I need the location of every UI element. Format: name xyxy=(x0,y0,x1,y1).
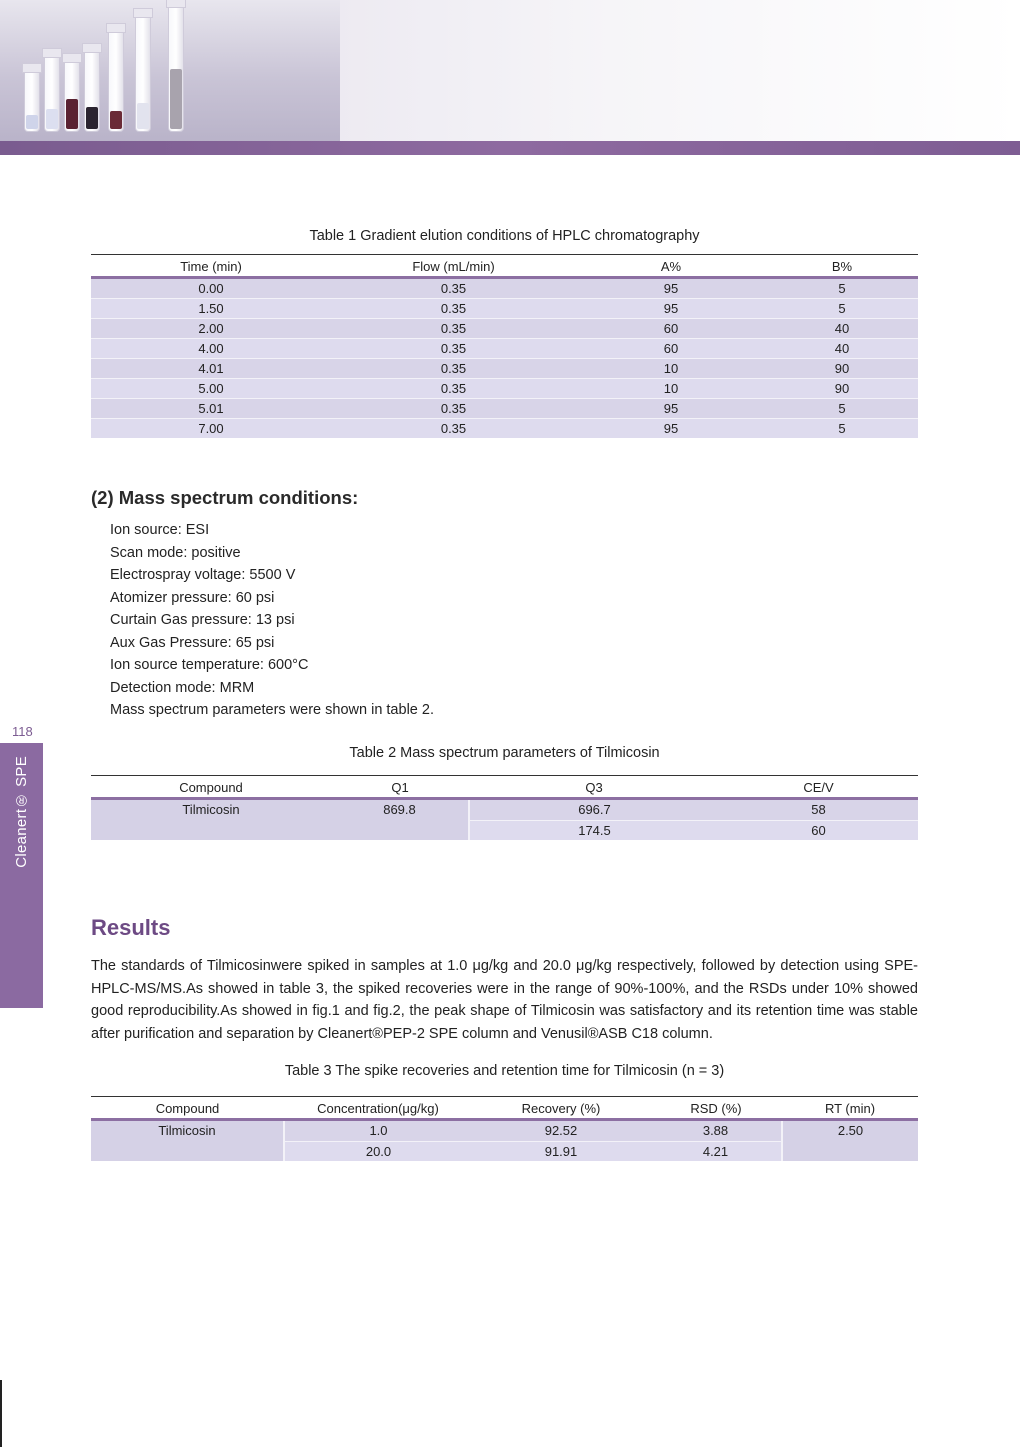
table1-a: 95 xyxy=(576,299,766,319)
table3-caption: Table 3 The spike recoveries and retention time for Tilmicosin (n = 3) xyxy=(284,1063,725,1079)
table1-header-time: Time (min) xyxy=(91,255,331,278)
ms-conditions-heading: (2) Mass spectrum conditions: xyxy=(91,487,359,508)
table1-b: 40 xyxy=(766,339,918,359)
table-row xyxy=(91,799,918,821)
table2-ce: 60 xyxy=(719,820,918,840)
table1-a: 95 xyxy=(576,278,766,299)
ms-line: Electrospray voltage: 5500 V xyxy=(110,567,296,583)
page-number: 118 xyxy=(12,724,33,739)
table1-time: 5.01 xyxy=(91,399,331,419)
table3-compound: Tilmicosin xyxy=(91,1120,284,1162)
table-row xyxy=(91,359,918,379)
table1-time: 4.01 xyxy=(91,359,331,379)
gradient-table xyxy=(91,254,918,438)
table2-caption: Table 2 Mass spectrum parameters of Tilmicosin xyxy=(349,745,660,761)
table2-ce: 58 xyxy=(719,799,918,821)
table1-time: 4.00 xyxy=(91,339,331,359)
table1-a: 60 xyxy=(576,339,766,359)
table1-b: 5 xyxy=(766,399,918,419)
left-edge-rule xyxy=(0,1380,2,1447)
table1-header-flow: Flow (mL/min) xyxy=(331,255,576,278)
table-row xyxy=(91,339,918,359)
ms-conditions-list xyxy=(110,519,434,722)
table1-time: 7.00 xyxy=(91,419,331,439)
table1-b: 5 xyxy=(766,278,918,299)
table-row xyxy=(91,278,918,299)
ms-line: Curtain Gas pressure: 13 psi xyxy=(110,612,295,628)
table2-header-q3: Q3 xyxy=(469,776,719,799)
table3-rsd: 4.21 xyxy=(650,1141,782,1161)
table1-flow: 0.35 xyxy=(331,319,576,339)
table1-b: 90 xyxy=(766,379,918,399)
ms-line: Aux Gas Pressure: 65 psi xyxy=(110,634,275,651)
table3-recovery: 91.91 xyxy=(472,1141,650,1161)
ms-line: Detection mode: MRM xyxy=(110,679,255,696)
table-row xyxy=(91,1120,918,1142)
table2-compound: Tilmicosin xyxy=(91,799,331,841)
table3-rsd: 3.88 xyxy=(650,1120,782,1142)
table3-concentration: 20.0 xyxy=(284,1141,472,1161)
table2-header-q1: Q1 xyxy=(331,776,469,799)
table1-flow: 0.35 xyxy=(331,399,576,419)
results-paragraph: The standards of Tilmicosinwere spiked in samples at 1.0 μg/kg and 20.0 μg/kg respectively, followed by detection using SPE-HPLC-MS/MS.As showed in table 3, the spiked recoveries were in the range of 90%-100%, and the RSDs under 10% showed good reproducibility.As showed in fig.1 and fig.2, the peak shape of Tilmicosin was satisfactory and its retention time was stable after purification and separation by Cleanert®PEP-2 SPE column and Venusil®ASB C18 column. xyxy=(91,958,918,1042)
table3-concentration: 1.0 xyxy=(284,1120,472,1142)
table3-rt: 2.50 xyxy=(782,1120,918,1162)
table1-time: 5.00 xyxy=(91,379,331,399)
ms-line: Scan mode: positive xyxy=(110,544,241,561)
table1-header-b: B% xyxy=(766,255,918,278)
ms-parameters-table xyxy=(91,775,918,840)
table1-time: 2.00 xyxy=(91,319,331,339)
table2-q1: 869.8 xyxy=(331,799,469,841)
ms-line: Ion source temperature: 600°C xyxy=(110,657,309,673)
table1-flow: 0.35 xyxy=(331,419,576,439)
table1-flow: 0.35 xyxy=(331,339,576,359)
header-lab-photo xyxy=(0,0,340,142)
table3-header-compound: Compound xyxy=(91,1097,284,1120)
table1-flow: 0.35 xyxy=(331,379,576,399)
table1-b: 5 xyxy=(766,419,918,439)
table2-q3: 696.7 xyxy=(469,799,719,821)
table-row xyxy=(91,299,918,319)
table1-caption: Table 1 Gradient elution conditions of HPLC chromatography xyxy=(309,228,700,244)
table2-q3: 174.5 xyxy=(469,820,719,840)
table-row xyxy=(91,419,918,439)
table-row xyxy=(91,399,918,419)
ms-line: Mass spectrum parameters were shown in table 2. xyxy=(110,702,434,718)
table1-header-a: A% xyxy=(576,255,766,278)
table2-header-ce: CE/V xyxy=(719,776,918,799)
table1-a: 95 xyxy=(576,419,766,439)
table1-time: 1.50 xyxy=(91,299,331,319)
table1-flow: 0.35 xyxy=(331,278,576,299)
table-row xyxy=(91,319,918,339)
table1-a: 60 xyxy=(576,319,766,339)
table1-a: 10 xyxy=(576,359,766,379)
header-banner xyxy=(0,0,1020,155)
table1-time: 0.00 xyxy=(91,278,331,299)
side-brand-label: Cleanert® SPE xyxy=(13,756,30,868)
table1-b: 5 xyxy=(766,299,918,319)
table1-b: 40 xyxy=(766,319,918,339)
table3-header-concentration: Concentration(μg/kg) xyxy=(284,1097,472,1120)
table1-a: 10 xyxy=(576,379,766,399)
table3-header-recovery: Recovery (%) xyxy=(472,1097,650,1120)
table1-a: 95 xyxy=(576,399,766,419)
table3-header-rsd: RSD (%) xyxy=(650,1097,782,1120)
table2-header-compound: Compound xyxy=(91,776,331,799)
ms-line: Ion source: ESI xyxy=(110,522,210,538)
table1-flow: 0.35 xyxy=(331,359,576,379)
side-brand-tab xyxy=(0,743,43,1008)
recovery-table xyxy=(91,1096,918,1161)
table3-recovery: 92.52 xyxy=(472,1120,650,1142)
table-row xyxy=(91,379,918,399)
table1-flow: 0.35 xyxy=(331,299,576,319)
results-heading: Results xyxy=(91,915,171,940)
header-accent-bar xyxy=(0,141,1020,155)
table1-b: 90 xyxy=(766,359,918,379)
ms-line: Atomizer pressure: 60 psi xyxy=(110,589,275,606)
table3-header-rt: RT (min) xyxy=(782,1097,918,1120)
